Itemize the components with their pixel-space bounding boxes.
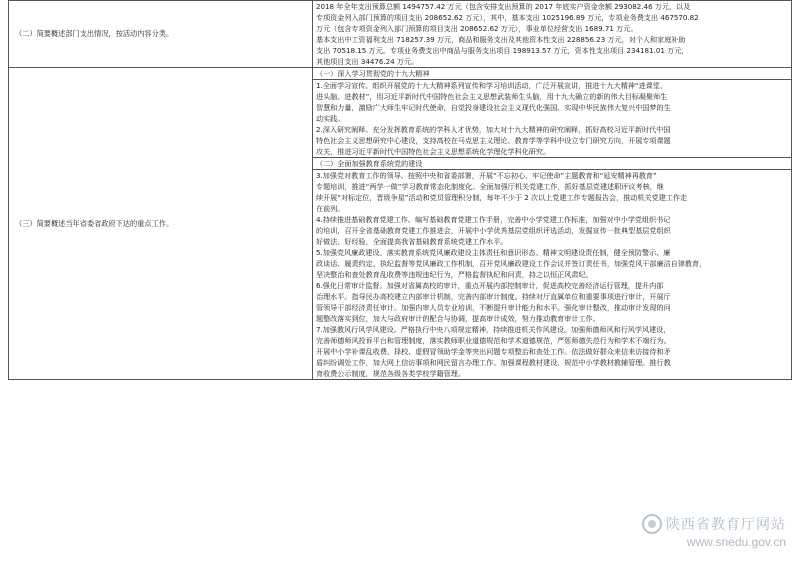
emblem-icon: [642, 514, 662, 534]
section-heading: （一）深入学习贯彻党的十九大精神: [313, 68, 791, 80]
text-line: 进头脑、进教材”，用习近平新时代中国特色社会主义思想武装师生头脑，用十九大确立的新的伟大目标凝聚师生: [316, 92, 668, 101]
text-line: 在前列。: [316, 204, 345, 213]
text-line: 4.持续推进基础教育党建工作。编写基础教育党建工作手册，完善中小学党建工作标准，加强对中小学党组织书记: [316, 215, 671, 224]
table-row: [9, 1, 792, 68]
text-line: 专题培训，推进“两学一做”学习教育常态化制度化。全面加强厅机关党建工作，抓好基层党建述职评议考核，继: [316, 182, 664, 191]
text-line: 育收费公示制度，规范各级各类学校学籍管理。: [316, 369, 465, 378]
watermark-url: www.snedu.gov.cn: [686, 535, 786, 549]
text-line: 智慧和力量，激励广大师生牢记时代使命，自觉投身建设社会主义现代化强国、实现中华民族伟大复兴中国梦的生: [316, 103, 671, 112]
text-line: 其他项目支出 34476.24 万元。: [316, 57, 419, 66]
text-line: 5.加强党风廉政建设。落实教育系统党风廉政建设主体责任和意识形态、精神文明建设责任制，健全预防警示、廉: [316, 248, 671, 257]
site-watermark: [642, 514, 786, 549]
row-content-expenditure: [313, 1, 792, 68]
text-line: 攻关，推进习近平新时代中国特色社会主义思想系统化学理化学科化研究。: [316, 147, 551, 156]
text-line: 盾纠纷调处工作，加大网上信访事项和网民留言办理工作。加强课程教材建设，规范中小学教材教辅管理。推行教: [316, 358, 671, 367]
table-row: [9, 68, 792, 380]
text-line: 治理水平。指导民办高校建立内部审计机制，完善内部审计制度。持续对厅直属单位和重要事项进行审计，开展厅: [316, 292, 671, 301]
text-line: 7.加强教风行风学风建设。严格执行中央八项规定精神，持续推进机关作风建设。加强师德师风和行风学风建设，: [316, 325, 671, 334]
section-heading: （二）全面加强教育系统党的建设: [313, 157, 791, 170]
watermark-title: 陕西省教育厅网站: [666, 517, 786, 533]
text-line: 题整改落实到位，加大与政府审计的配合与协调，提高审计成效，努力推动教育审计工作。: [316, 314, 600, 323]
text-line: 特色社会主义思想研究中心建设，支持高校在马克思主义理论、教育学等学科中设立专门研究方向，开展专项课题: [316, 136, 671, 145]
text-line: 续开展“对标定位，晋级争星”活动和党员管理积分制，每年不少于 2 次以上党建工作专题报告会，推动机关党建工作走: [316, 193, 688, 202]
text-line: 好做法、好经验，全面提高我省基础教育系统党建工作水平。: [316, 237, 508, 246]
text-line: 的培训，召开全省基础教育党建工作推进会，开展中小学优秀基层党组织评选活动，发掘宣传一批典型基层党组织: [316, 226, 671, 235]
text-line: 支出 70518.15 万元。专项业务费支出中商品与服务支出项目 198913.57 万元，资本性支出项目 234181.01 万元，: [316, 46, 689, 55]
text-line: 基本支出中工资福利支出 718257.39 万元，商品和服务支出及其他资本性支出 228856.23 万元，对个人和家庭补助: [316, 35, 686, 44]
text-line: 2.深入研究阐释。充分发挥教育系统的学科人才优势，加大对十九大精神的研究阐释，抓好高校习近平新时代中国: [316, 125, 671, 134]
budget-table: [8, 0, 792, 380]
text-line: 开展中小学补课乱收费、择校、虚假冒领助学金等突出问题专项整治和查处工作。依法做好群众来信来访接待和矛: [316, 347, 671, 356]
row-content-key-work: [313, 68, 792, 380]
row-label-key-work: （三）简要概述当年省委省政府下达的重点工作。: [9, 68, 313, 380]
text-line: 坚决整治和查处教育乱收费等违规违纪行为，严格监督执纪和问责，持之以恒正风肃纪。: [316, 270, 593, 279]
text-line: 6.强化日常审计监督。加强对省属高校的审计，重点开展内部控制审计，促进高校完善经济运行管理，提升内部: [316, 281, 664, 290]
text-line: 政谈话、履责约定、执纪监督等党风廉政工作机制，召开党风廉政建设工作会议并签订责任书，加强党风干部廉洁自律教育，: [316, 259, 707, 268]
row-label-expenditure: （二）简要概述部门支出情况，按活动内容分类。: [9, 1, 313, 68]
text-line: 3.加强党对教育工作的领导。按照中央和省委部署，开展“不忘初心、牢记使命”主题教育和“延安精神再教育”: [316, 171, 657, 180]
text-line: 动实践。: [316, 114, 345, 123]
watermark-title-row: [642, 514, 786, 534]
text-line: 2018 年全年支出预算总额 1494757.42 万元（包含安排支出预算的 2017 年底实户资金余额 293082.46 万元，以及: [316, 2, 691, 11]
text-line: 1.全面学习宣传。组织开展党的十九大精神系列宣传和学习培训活动，广泛开展宣讲，推进十九大精神“进课堂、: [316, 81, 667, 90]
text-line: 专项资金列入部门预算的项目支出 208652.62 万元），其中，基本支出 1025196.89 万元，专项业务费支出 467570.82: [316, 13, 699, 22]
text-line: 管领导干部经济责任审计。加强内审人员专业培训，不断提升审计能力和水平。强化审计整改，推动审计发现的问: [316, 303, 671, 312]
text-line: 万元（包含专项资金列入部门预算的项目支出 208652.62 万元），事业单位经营支出 1689.71 万元。: [316, 24, 638, 33]
text-line: 完善师德师风投诉平台和管理制度，落实教师职业道德规范和学术道德规范，严惩师德失范行为和学术不端行为。: [316, 336, 671, 345]
